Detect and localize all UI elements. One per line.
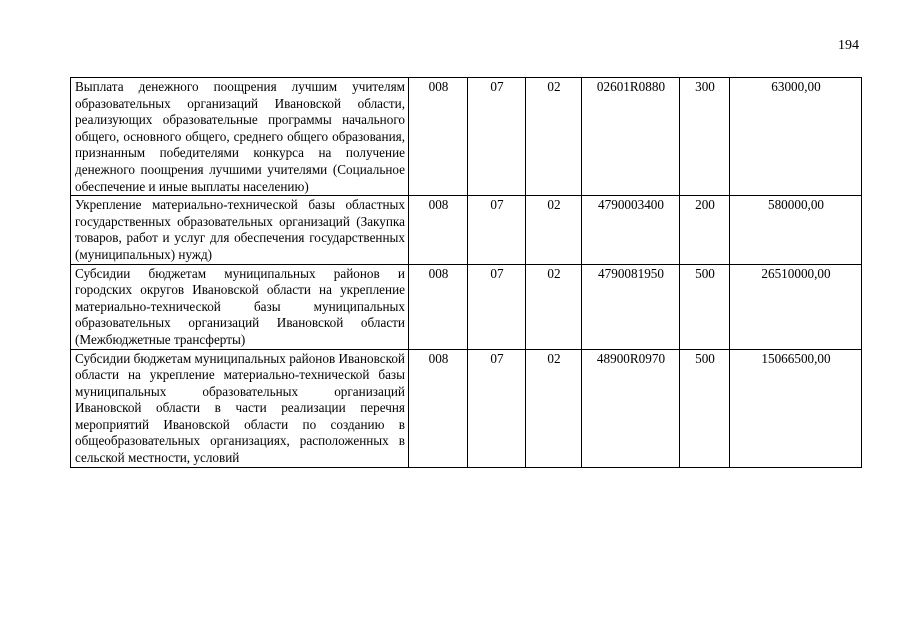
row-target-article-code: 48900R0970 bbox=[582, 349, 680, 467]
row-section-code: 07 bbox=[468, 349, 526, 467]
table-row bbox=[71, 196, 862, 264]
row-expense-type-code: 200 bbox=[680, 196, 730, 264]
row-amount: 26510000,00 bbox=[730, 264, 862, 349]
row-target-article-code: 4790081950 bbox=[582, 264, 680, 349]
table-row bbox=[71, 349, 862, 467]
row-expense-type-code: 300 bbox=[680, 78, 730, 196]
row-grbs-code: 008 bbox=[409, 264, 468, 349]
row-amount: 63000,00 bbox=[730, 78, 862, 196]
row-description: Укрепление материально-технической базы областных государственных образовательных организаций (Закупка товаров, работ и услуг для обеспечения государственных (муниципальных) нужд) bbox=[71, 196, 409, 264]
budget-table bbox=[70, 77, 862, 468]
row-target-article-code: 4790003400 bbox=[582, 196, 680, 264]
table-row bbox=[71, 78, 862, 196]
row-section-code: 07 bbox=[468, 78, 526, 196]
row-amount: 15066500,00 bbox=[730, 349, 862, 467]
row-amount: 580000,00 bbox=[730, 196, 862, 264]
row-subsection-code: 02 bbox=[526, 78, 582, 196]
row-subsection-code: 02 bbox=[526, 196, 582, 264]
row-target-article-code: 02601R0880 bbox=[582, 78, 680, 196]
table-row bbox=[71, 264, 862, 349]
row-subsection-code: 02 bbox=[526, 264, 582, 349]
page-number: 194 bbox=[838, 38, 859, 53]
row-expense-type-code: 500 bbox=[680, 264, 730, 349]
row-description: Субсидии бюджетам муниципальных районов и городских округов Ивановской области на укрепление материально-технической базы муниципальных образовательных организаций Ивановской области (Межбюджетные трансферты) bbox=[71, 264, 409, 349]
row-expense-type-code: 500 bbox=[680, 349, 730, 467]
row-description: Субсидии бюджетам муниципальных районов Ивановской области на укрепление материально-технической базы муниципальных образовательных организаций Ивановской области в части реализации перечня мероприятий Ивановской области по созданию в общеобразовательных организациях, расположенных в сельской местности, условий bbox=[71, 349, 409, 467]
row-grbs-code: 008 bbox=[409, 349, 468, 467]
row-section-code: 07 bbox=[468, 264, 526, 349]
row-grbs-code: 008 bbox=[409, 196, 468, 264]
row-subsection-code: 02 bbox=[526, 349, 582, 467]
row-grbs-code: 008 bbox=[409, 78, 468, 196]
row-description: Выплата денежного поощрения лучшим учителям образовательных организаций Ивановской области, реализующих образовательные программы начального общего, основного общего, среднего общего образования, признанным победителями конкурса на получение денежного поощрения лучшими учителями (Социальное обеспечение и иные выплаты населению) bbox=[71, 78, 409, 196]
row-section-code: 07 bbox=[468, 196, 526, 264]
